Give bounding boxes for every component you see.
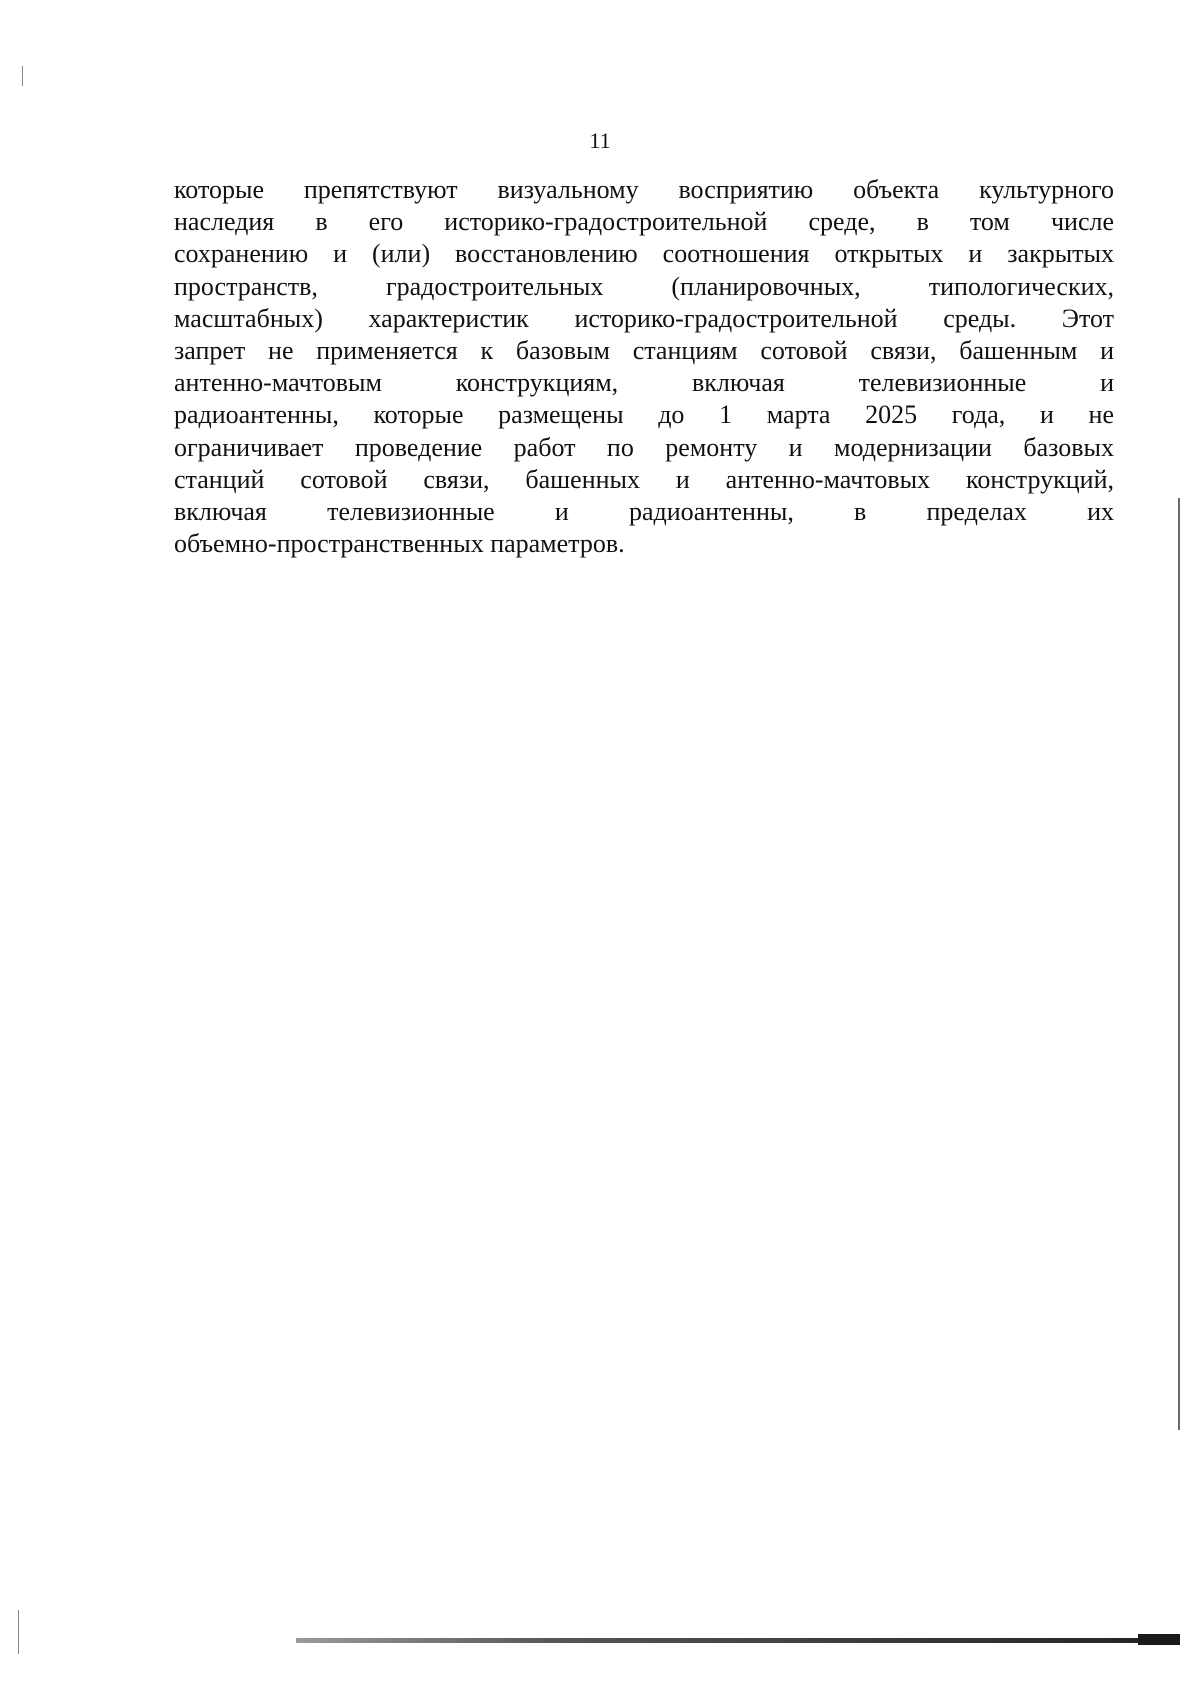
scan-artifact xyxy=(18,1610,19,1654)
scan-artifact xyxy=(22,66,23,86)
paragraph-line: антенно-мачтовым конструкциям, включая телевизионные и xyxy=(174,368,1114,398)
page-number: 11 xyxy=(589,128,611,153)
paragraph-line: включая телевизионные и радиоантенны, в пределах их xyxy=(174,496,1114,526)
paragraph-line: наследия в его историко-градостроительной среде, в том числе xyxy=(174,207,1114,237)
scan-artifact xyxy=(296,1638,1178,1643)
paragraph-line: ограничивает проведение работ по ремонту и модернизации базовых xyxy=(174,432,1114,462)
paragraph-line: пространств, градостроительных (планировочных, типологических, xyxy=(174,271,1114,301)
paragraph-line: запрет не применяется к базовым станциям сотовой связи, башенным и xyxy=(174,335,1114,365)
paragraph-line: которые препятствуют визуальному восприятию объекта культурного xyxy=(174,175,1114,204)
scan-artifact xyxy=(1138,1634,1180,1645)
paragraph-line: масштабных) характеристик историко-градостроительной среды. Этот xyxy=(174,303,1114,333)
paragraph-line: радиоантенны, которые размещены до 1 марта 2025 года, и не xyxy=(174,400,1114,430)
paragraph-line: объемно-пространственных параметров. xyxy=(174,529,625,559)
paragraph-line: сохранению и (или) восстановлению соотношения открытых и закрытых xyxy=(174,239,1114,269)
scan-artifact xyxy=(1178,498,1180,1430)
body-paragraph xyxy=(174,174,1114,560)
paragraph-line: станций сотовой связи, башенных и антенно-мачтовых конструкций, xyxy=(174,464,1114,494)
